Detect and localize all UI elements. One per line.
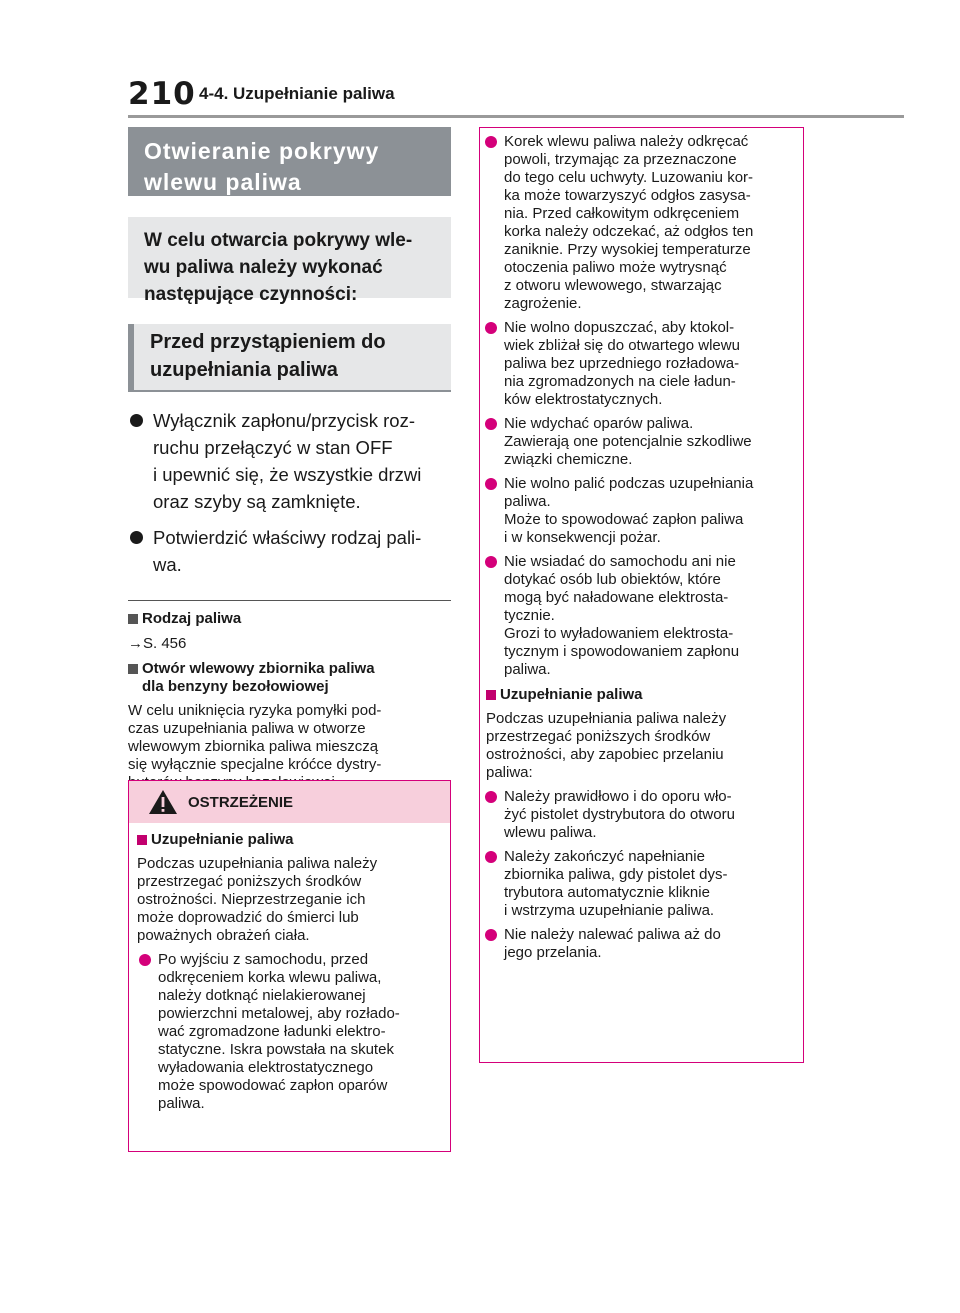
list-item	[130, 524, 451, 578]
warning-box	[128, 780, 451, 1152]
fuel-type-heading	[128, 610, 451, 628]
page-number: 210	[128, 76, 196, 112]
section-title: 4-4. Uzupełnianie paliwa	[199, 84, 395, 103]
list-item	[483, 133, 797, 313]
square-bullet-icon	[128, 614, 138, 624]
intro-band	[128, 217, 451, 305]
warning-heading-text: Uzupełnianie paliwa	[151, 831, 294, 848]
warning-header	[129, 781, 450, 823]
list-item	[483, 415, 797, 469]
refuel-heading	[486, 686, 797, 704]
list-item-text: Nie wsiadać do samochodu ani nie dotykać osób lub obiektów, które mogą być naładowane elektrosta- tycznie. Grozi to wyładowaniem elektrosta- tycznym i spowodowaniem zapłonu paliwa.	[504, 553, 740, 678]
band-underline	[128, 390, 451, 392]
bullet-icon	[485, 929, 497, 941]
list-item-text: Nie wolno dopuszczać, aby ktokol- wiek zbliżał się do otwartego wlewu paliwa bez uprzedniego rozładowa- nia zgromadzonych na ciele ładun- ków elektrostatycznych.	[504, 319, 740, 408]
list-item-text: Po wyjściu z samochodu, przed odkręceniem korka wlewu paliwa, należy dotknąć nielakierowanej powierzchni metalowej, aby rozłado- wać zgromadzone ładunki elektro- statyczne. Iskra powstała na skutek wyładowania elektrostatycznego może spowodować zapłon oparów paliwa.	[158, 951, 400, 1112]
divider	[128, 600, 451, 601]
bullet-icon	[485, 851, 497, 863]
filler-heading	[128, 660, 451, 696]
refuel-text: Podczas uzupełniania paliwa należy przestrzegać poniższych środków ostrożności, aby zapobiec przelaniu paliwa:	[486, 710, 727, 781]
bullet-icon	[485, 418, 497, 430]
square-bullet-icon	[128, 664, 138, 674]
before-title-text: Przed przystąpieniem do uzupełniania paliwa	[150, 331, 386, 381]
square-bullet-icon	[486, 690, 496, 700]
warning-continued-body	[480, 128, 803, 962]
fuel-type-reference: →S. 456	[128, 635, 187, 652]
list-item	[483, 788, 797, 842]
list-item-text: Należy zakończyć napełnianie zbiornika paliwa, gdy pistolet dys- trybutora automatycznie kliknie i wstrzyma uzupełnianie paliwa.	[504, 848, 728, 919]
filler-heading-text: Otwór wlewowy zbiornika paliwa dla benzyny bezołowiowej	[142, 660, 375, 695]
bullet-icon	[485, 322, 497, 334]
intro-text: W celu otwarcia pokrywy wle- wu paliwa należy wykonać następujące czynności:	[144, 230, 413, 305]
before-title-band	[128, 324, 451, 390]
list-item	[137, 951, 443, 1113]
warning-text: Podczas uzupełniania paliwa należy przestrzegać poniższych środków ostrożności. Nieprzestrzeganie ich może doprowadzić do śmierci lub poważnych obrażeń ciała.	[137, 855, 378, 944]
preparation-list	[128, 407, 451, 578]
bullet-icon	[130, 531, 143, 544]
warning-box-continued	[479, 127, 804, 1063]
band-title	[128, 127, 451, 196]
list-item-text: Nie wolno palić podczas uzupełniania paliwa. Może to spowodować zapłon paliwa i w konsekwencji pożar.	[504, 475, 754, 546]
left-column	[128, 127, 451, 792]
list-item	[483, 319, 797, 409]
warning-triangle-icon	[148, 789, 178, 815]
bullet-icon	[485, 791, 497, 803]
refuel-heading-text: Uzupełnianie paliwa	[500, 686, 643, 703]
bullet-icon	[485, 556, 497, 568]
warning-body	[129, 823, 450, 1113]
list-item-text: Należy prawidłowo i do oporu wło- żyć pistolet dystrybutora do otworu wlewu paliwa.	[504, 788, 735, 841]
list-item	[130, 407, 451, 515]
bullet-icon	[139, 954, 151, 966]
list-item-text: Nie wdychać oparów paliwa. Zawierają one potencjalnie szkodliwe związki chemiczne.	[504, 415, 752, 468]
bullet-icon	[485, 136, 497, 148]
square-bullet-icon	[137, 835, 147, 845]
warning-heading	[137, 831, 443, 849]
bullet-icon	[130, 414, 143, 427]
list-item-text: Korek wlewu paliwa należy odkręcać powoli, trzymając za przeznaczone do tego celu uchwyty. Luzowaniu kor- ka może towarzyszyć odgłos zasysa- nia. Przed całkowitym odkręceniem korka należy odczekać, aż odgłos ten zaniknie. Przy wysokiej temperaturze otoczenia paliwo może wytrysnąć z otworu wlewowego, stwarzając zagrożenie.	[504, 133, 754, 312]
warning-label: OSTRZEŻENIE	[188, 794, 294, 811]
list-item-text: Potwierdzić właściwy rodzaj pali- wa.	[153, 527, 422, 575]
list-item	[483, 475, 797, 547]
header-rule	[128, 115, 904, 118]
list-item-text: Nie należy nalewać paliwa aż do jego przelania.	[504, 926, 721, 961]
band-title-text: Otwieranie pokrywy wlewu paliwa	[144, 138, 380, 195]
list-item	[483, 926, 797, 962]
page-header	[0, 0, 960, 120]
bullet-icon	[485, 478, 497, 490]
list-item	[483, 553, 797, 679]
list-item	[483, 848, 797, 920]
filler-text: W celu uniknięcia ryzyka pomyłki pod- czas uzupełniania paliwa w otworze wlewowym zbiornika paliwa mieszczą się wyłącznie specjalne króćce dystry-	[128, 702, 382, 773]
fuel-type-heading-text: Rodzaj paliwa	[142, 610, 242, 627]
list-item-text: Wyłącznik zapłonu/przycisk roz- ruchu przełączyć w stan OFF i upewnić się, że wszystkie drzwi oraz szyby są zamknięte.	[153, 410, 422, 512]
